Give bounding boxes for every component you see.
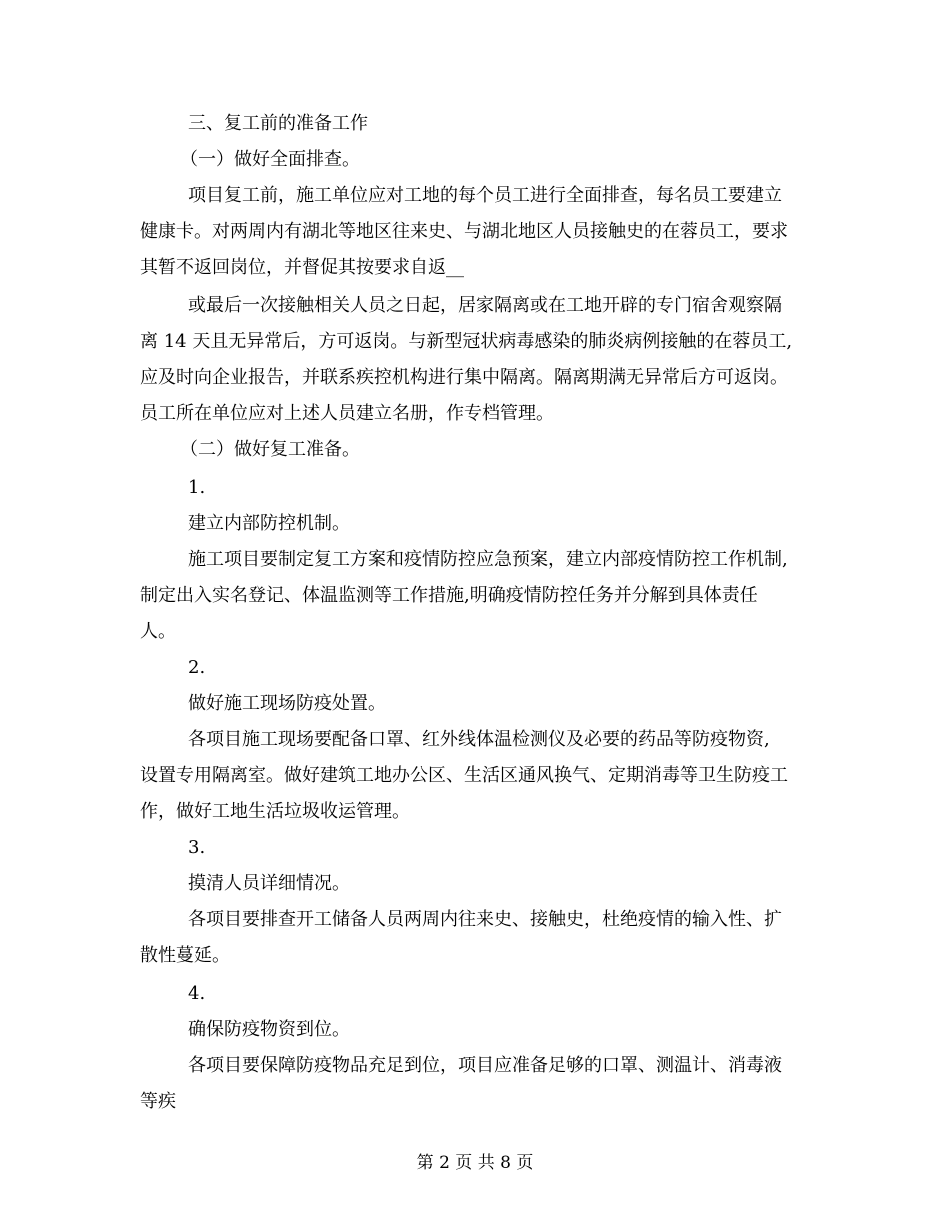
item-number: 3. <box>188 837 206 858</box>
body-text-line: 项目复工前，施工单位应对工地的每个员工进行全面排查，每名员工要建立 <box>188 185 782 206</box>
item-number: 4. <box>188 983 206 1004</box>
body-text-line: 作，做好工地生活垃圾收运管理。 <box>140 801 410 822</box>
body-text-line: 各项目要保障防疫物品充足到位，项目应准备足够的口罩、测温计、消毒液 <box>188 1055 782 1076</box>
item-title: 确保防疫物资到位。 <box>188 1019 350 1040</box>
page-number: 第 2 页 共 8 页 <box>416 1153 534 1173</box>
body-text-line: 施工项目要制定复工方案和疫情防控应急预案，建立内部疫情防控工作机制, <box>188 549 788 570</box>
body-text-line: 等疾 <box>140 1091 176 1112</box>
body-text-line: 员工所在单位应对上述人员建立名册，作专档管理。 <box>140 403 554 424</box>
subsection-heading: （一）做好全面排查。 <box>180 149 360 170</box>
body-text-line: 或最后一次接触相关人员之日起，居家隔离或在工地开辟的专门宿舍观察隔 <box>188 295 782 316</box>
body-text-line: 离 14 天且无异常后，方可返岗。与新型冠状病毒感染的肺炎病例接触的在蓉员工, <box>140 331 793 352</box>
body-text-line: 各项目要排查开工储备人员两周内往来史、接触史，杜绝疫情的输入性、扩 <box>188 909 782 930</box>
body-text-line: 设置专用隔离室。做好建筑工地办公区、生活区通风换气、定期消毒等卫生防疫工 <box>140 765 788 786</box>
item-number: 1. <box>188 477 206 498</box>
item-title: 建立内部防控机制。 <box>188 513 350 534</box>
body-text-line: 人。 <box>140 621 176 642</box>
subsection-heading: （二）做好复工准备。 <box>180 439 360 460</box>
body-text-line: 散性蔓延。 <box>140 945 230 966</box>
item-title: 做好施工现场防疫处置。 <box>188 693 386 714</box>
body-text-line: 制定出入实名登记、体温监测等工作措施,明确疫情防控任务并分解到具体责任 <box>140 585 758 606</box>
body-text-line: 各项目施工现场要配备口罩、红外线体温检测仪及必要的药品等防疫物资, <box>188 729 770 750</box>
section-heading: 三、复工前的准备工作 <box>188 113 368 134</box>
body-text-line: 健康卡。对两周内有湖北等地区往来史、与湖北地区人员接触史的在蓉员工，要求 <box>140 221 788 242</box>
item-number: 2. <box>188 657 206 678</box>
body-text-line: 其暂不返回岗位，并督促其按要求自返__ <box>140 257 464 278</box>
body-text-line: 应及时向企业报告，并联系疾控机构进行集中隔离。隔离期满无异常后方可返岗。 <box>140 367 788 388</box>
item-title: 摸清人员详细情况。 <box>188 873 350 894</box>
